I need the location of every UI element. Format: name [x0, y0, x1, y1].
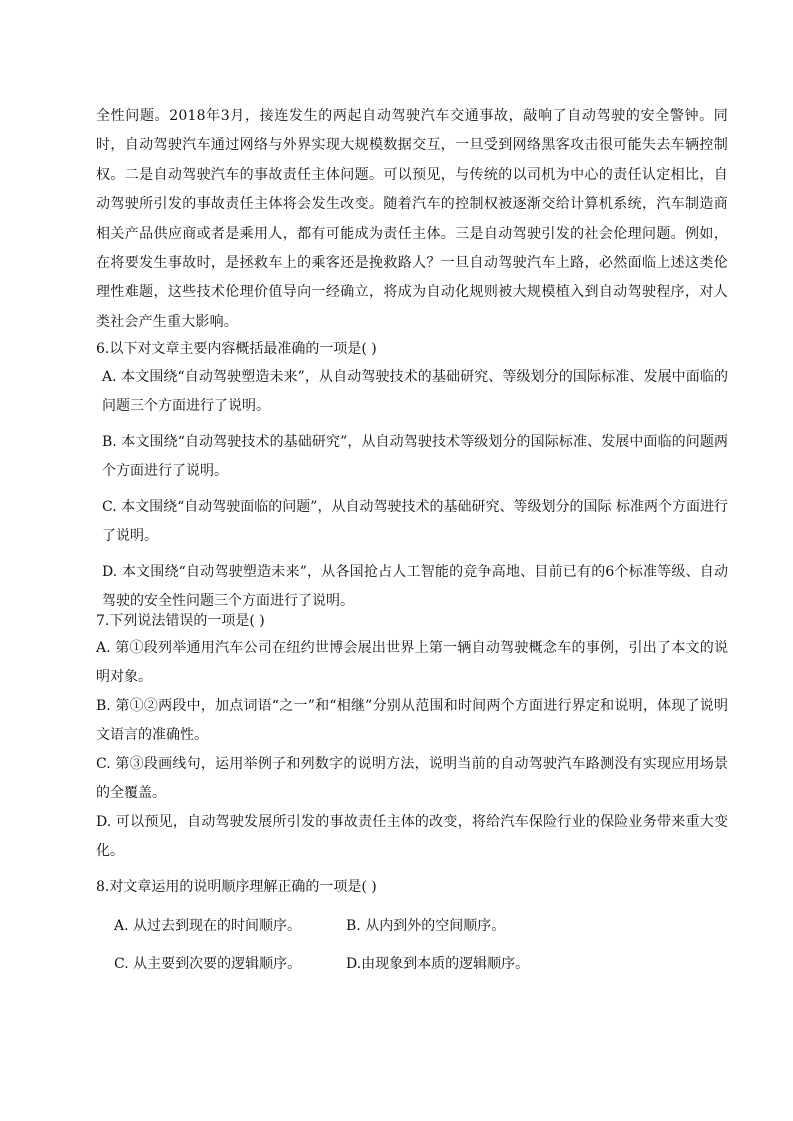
- question-8-row-1: [96, 915, 728, 937]
- question-7-option-a: A. 第①段列举通用汽车公司在纽约世博会展出世界上第一辆自动驾驶概念车的事例，引出了本文的说明对象。: [96, 640, 728, 685]
- question-8-option-c: C. 从主要到次要的逻辑顺序。: [114, 956, 302, 972]
- question-7-option-b: B. 第①②两段中，加点词语“之一”和“相继”分别从范围和时间两个方面进行界定和说明，体现了说明文语言的准确性。: [96, 698, 728, 743]
- passage: [96, 102, 728, 337]
- question-7-option-d: D. 可以预见，自动驾驶发展所引发的事故责任主体的改变，将给汽车保险行业的保险业务带来重大变化。: [96, 814, 728, 859]
- question-8: [96, 876, 728, 975]
- question-8-option-a: A. 从过去到现在的时间顺序。: [114, 918, 302, 934]
- question-6-option-c: C. 本文围绕“自动驾驶面临的问题”，从自动驾驶技术的基础研究、等级划分的国际 标准两个方面进行了说明。: [102, 499, 728, 544]
- question-7: [96, 610, 728, 866]
- question-8-option-b: B. 从内到外的空间顺序。: [346, 918, 506, 934]
- question-7-stem: 7.下列说法错误的一项是( ): [96, 613, 265, 629]
- question-6-option-a: A. 本文围绕“自动驾驶塑造未来”，从自动驾驶技术的基础研究、等级划分的国际标准、发展中面临的问题三个方面进行了说明。: [102, 369, 728, 414]
- question-8-stem: 8.对文章运用的说明顺序理解正确的一项是( ): [96, 879, 377, 895]
- question-6-option-b: B. 本文围绕“自动驾驶技术的基础研究”，从自动驾驶技术等级划分的国际标准、发展中面临的问题两个方面进行了说明。: [102, 434, 728, 479]
- question-8-row-2: [96, 953, 728, 975]
- question-6-stem: 6.以下对文章主要内容概括最准确的一项是( ): [96, 341, 377, 357]
- question-8-option-d: D.由现象到本质的逻辑顺序。: [346, 956, 530, 972]
- question-7-option-c: C. 第③段画线句，运用举例子和列数字的说明方法，说明当前的自动驾驶汽车路测没有实现应用场景的全覆盖。: [96, 756, 728, 801]
- question-6-option-d: D. 本文围绕“自动驾驶塑造未来”，从各国抢占人工智能的竞争高地、目前已有的6个标准等级、自动驾驶的安全性问题三个方面进行了说明。: [102, 564, 728, 609]
- question-6: [96, 338, 728, 616]
- passage-paragraph: 全性问题。2018年3月，接连发生的两起自动驾驶汽车交通事故，敲响了自动驾驶的安全警钟。同时，自动驾驶汽车通过网络与外界实现大规模数据交互，一旦受到网络黑客攻击很可能失去车辆控制权。二是自动驾驶汽车的事故责任主体问题。可以预见，与传统的以司机为中心的责任认定相比，自动驾驶所引发的事故责任主体将会发生改变。随着汽车的控制权被逐渐交给计算机系统，汽车制造商相关产品供应商或者是乘用人，都有可能成为责任主体。三是自动驾驶引发的社会伦理问题。例如，在将要发生事故时，是拯救车上的乘客还是挽救路人？一旦自动驾驶汽车上路，必然面临上述这类伦理性难题，这些技术伦理价值导向一经确立，将成为自动化规则被大规模植入到自动驾驶程序，对人类社会产生重大影响。: [96, 108, 728, 330]
